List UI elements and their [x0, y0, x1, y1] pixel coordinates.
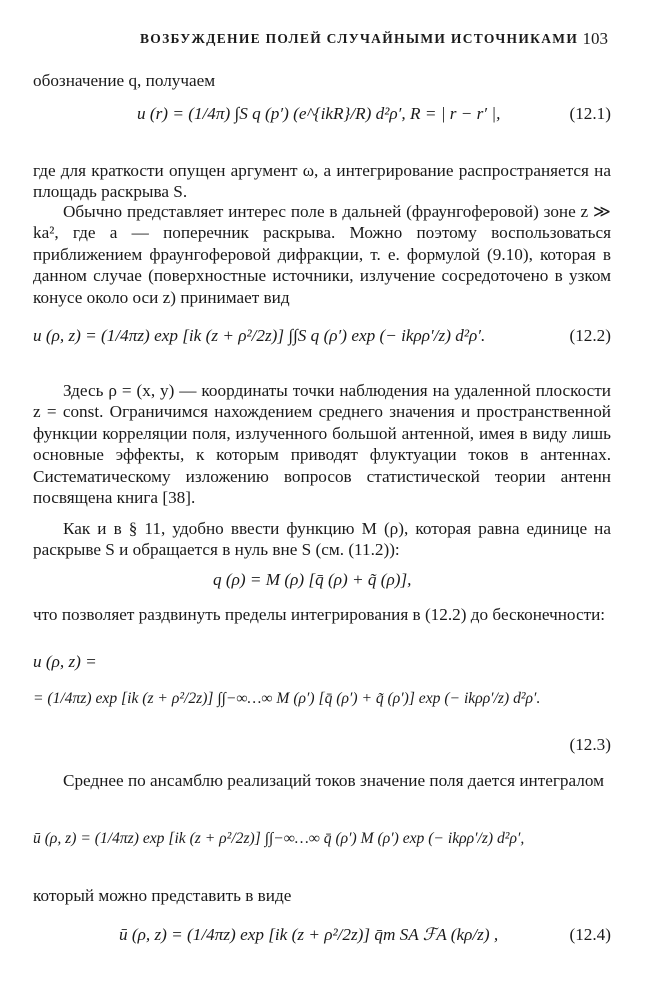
- equation-12-3-number: (12.3): [569, 735, 611, 754]
- equation-12-1-number: (12.1): [569, 104, 611, 123]
- equation-mean-field-body: ū (ρ, z) = (1/4πz) exp [ik (z + ρ²/2z)] ∫∫−∞…∞ q̄ (ρ′) M (ρ′) exp (− ikρρ′/z) d²ρ′,: [33, 830, 525, 847]
- equation-12-1-body: u (r) = (1/4π) ∫S q (p′) (e^{ikR}/R) d²ρ′, R = | r − r′ |,: [137, 104, 501, 123]
- equation-12-2-number: (12.2): [569, 326, 611, 345]
- running-head: ВОЗБУЖДЕНИЕ ПОЛЕЙ СЛУЧАЙНЫМИ ИСТОЧНИКАМИ: [140, 31, 579, 46]
- equation-12-1: [33, 104, 611, 144]
- equation-12-4: [33, 925, 611, 965]
- equation-12-4-number: (12.4): [569, 925, 611, 944]
- equation-m-body: q (ρ) = M (ρ) [q̄ (ρ) + q̃ (ρ)],: [213, 570, 412, 589]
- paragraph-1: где для краткости опущен аргумент ω, а интегрирование распространяется на площадь раскрыва S.: [33, 161, 611, 202]
- equation-12-3-line-2-body: = (1/4πz) exp [ik (z + ρ²/2z)] ∫∫−∞…∞ M (ρ′) [q̄ (ρ′) + q̃ (ρ′)] exp (− ikρρ′/z) d²ρ′.: [33, 690, 541, 707]
- equation-12-3-line-2: [33, 690, 611, 730]
- equation-mean-field: [33, 830, 611, 870]
- paragraph-3: Здесь ρ = (x, y) — координаты точки наблюдения на удаленной плоскости z = const. Ограничимся нахождением среднего значения и пространственной функции корреляции поля, излученного большой антенной, имея в виду лишь основные эффекты, к которым приводят флуктуации токов в антеннах. Систематическому изложению вопросов статистической теории антенн посвящена книга [38].: [33, 381, 611, 508]
- equation-12-2: [33, 326, 611, 366]
- page-header: [0, 28, 650, 52]
- equation-12-3-line-1-body: u (ρ, z) =: [33, 652, 97, 671]
- equation-12-3-line-1: [33, 652, 611, 692]
- paragraph-6: Среднее по ансамблю реализаций токов значение поля дается интегралом: [63, 771, 605, 790]
- intro-line: обозначение q, получаем: [33, 71, 216, 90]
- paragraph-2: Обычно представляет интерес поле в дальней (фраунгоферовой) зоне z ≫ ka², где a — поперечник раскрыва. Можно поэтому воспользоваться приближением фраунгоферовой дифракции, т. е. формулой (9.10), которая в данном случае (поверхностные источники, излучение сосредоточено в узком конусе около оси z) принимает вид: [33, 202, 611, 307]
- paragraph-4: Как и в § 11, удобно ввести функцию M (ρ), которая равна единице на раскрыве S и обращается в нуль вне S (см. (11.2)):: [33, 519, 611, 560]
- paragraph-7: который можно представить в виде: [33, 886, 292, 905]
- paragraph-5: что позволяет раздвинуть пределы интегрирования в (12.2) до бесконечности:: [33, 605, 606, 624]
- page-number: 103: [582, 29, 608, 48]
- equation-12-2-body: u (ρ, z) = (1/4πz) exp [ik (z + ρ²/2z)] ∫∫S q (ρ′) exp (− ikρρ′/z) d²ρ′.: [33, 326, 486, 345]
- equation-12-4-body: ū (ρ, z) = (1/4πz) exp [ik (z + ρ²/2z)] q̄m SA ℱA (kρ/z) ,: [119, 925, 499, 944]
